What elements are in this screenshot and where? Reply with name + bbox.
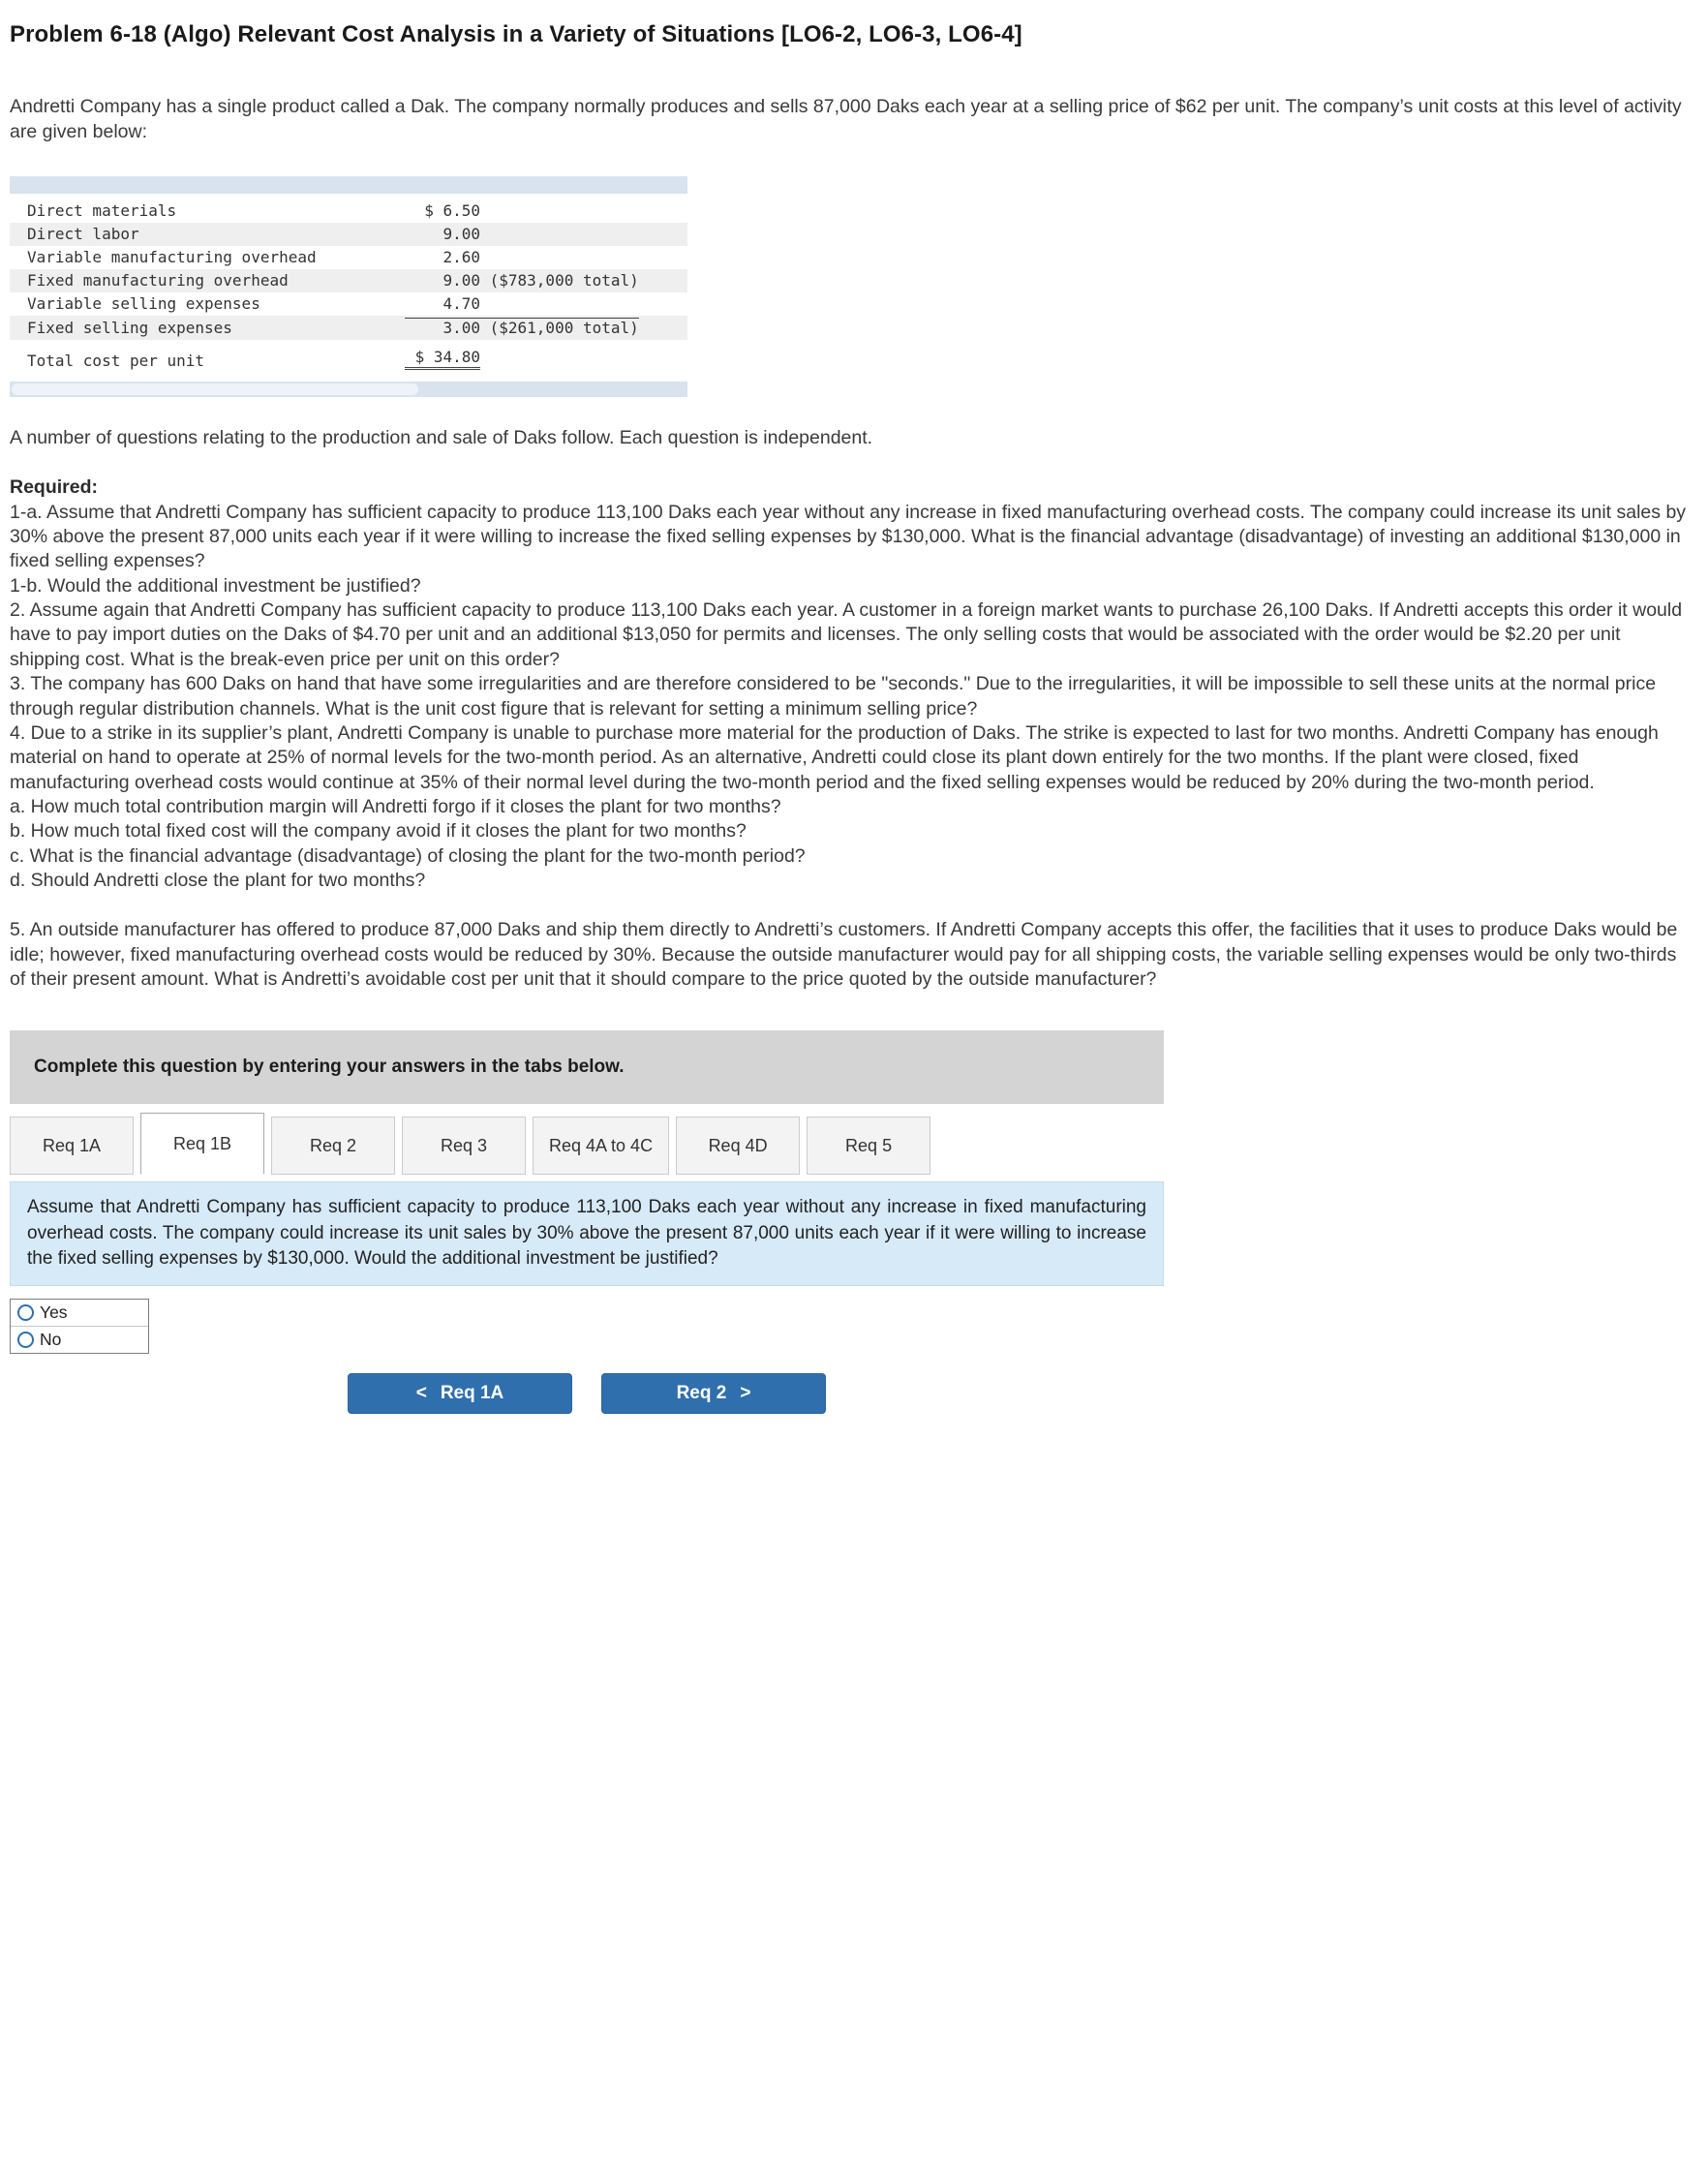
radio-unchecked-icon[interactable]	[17, 1304, 34, 1321]
radio-unchecked-icon[interactable]	[17, 1332, 34, 1348]
cost-amount: 2.60	[442, 247, 480, 266]
table-top-band	[10, 176, 687, 194]
requirement-4: 4. Due to a strike in its supplier’s plant, Andretti Company is unable to purchase more material for the production of Daks. The strike is expected to last for two months. Andretti Company has enough material on hand to operate at 25% of normal levels for the two-month period. As an alternative, Andretti could close its plant down entirely for the two months. If the plant were closed, fixed manufacturing overhead costs would continue at 35% of their normal level during the two-month period and the fixed selling expenses would be reduced by 20% during the two-month period.	[10, 721, 1659, 793]
cost-label: Fixed selling expenses	[27, 318, 232, 337]
tab-content	[10, 1181, 1164, 1414]
table-row	[10, 316, 687, 340]
requirement-3: 3. The company has 600 Daks on hand that have some irregularities and are therefore considered to be "seconds." Due to the irregularities, it will be impossible to sell these units at the normal price through regular distribution channels. What is the unit cost figure that is relevant for setting a minimum selling price?	[10, 673, 1657, 720]
table-row	[10, 199, 687, 223]
cost-amount: 4.70	[442, 293, 480, 313]
table-row	[10, 246, 687, 269]
table-scrollbar-thumb[interactable]	[12, 383, 418, 395]
cost-label: Direct materials	[27, 200, 177, 220]
table-scrollbar[interactable]	[10, 382, 687, 397]
tab-navigation	[10, 1373, 1164, 1414]
table-total-row	[10, 346, 687, 374]
requirement-4c: c. What is the financial advantage (disadvantage) of closing the plant for the two-month period?	[10, 844, 806, 867]
required-heading: Required:	[10, 475, 99, 498]
prev-button-label: Req 1A	[440, 1383, 504, 1404]
cost-note: ($261,000 total)	[480, 318, 639, 337]
tab-req-4d[interactable]: Req 4D	[676, 1117, 800, 1175]
requirement-4b: b. How much total fixed cost will the company avoid if it closes the plant for two months?	[10, 820, 747, 842]
requirement-1b: 1-b. Would the additional investment be justified?	[10, 574, 421, 597]
requirement-1a: 1-a. Assume that Andretti Company has sufficient capacity to produce 113,100 Daks each year without any increase in fixed manufacturing overhead costs. The company could increase its unit sales by 30% above the present 87,000 units each year if it were willing to increase the fixed selling expenses by $130,000. What is the financial advantage (disadvantage) of investing an additional $130,000 in fixed selling expenses?	[10, 501, 1687, 572]
chevron-left-icon: <	[415, 1383, 427, 1404]
cost-label: Variable manufacturing overhead	[27, 247, 317, 266]
radio-option-no[interactable]	[11, 1326, 148, 1353]
cost-amount: 9.00	[442, 270, 480, 290]
requirement-5: 5. An outside manufacturer has offered to produce 87,000 Daks and ship them directly to Andretti’s customers. If Andretti Company accepts this offer, the facilities that it uses to produce Daks would be idle; however, fixed manufacturing overhead costs would be reduced by 30%. Because the outside manufacturer would pay for all shipping costs, the variable selling expenses would be only two-thirds of their present amount. What is Andretti’s avoidable cost per unit that it should compare to the price quoted by the outside manufacturer?	[10, 919, 1678, 990]
radio-label-yes: Yes	[40, 1302, 68, 1323]
page-title: Problem 6-18 (Algo) Relevant Cost Analysis in a Variety of Situations [LO6-2, LO6-3, LO6-4]	[10, 21, 1022, 47]
chevron-right-icon: >	[740, 1383, 751, 1404]
intro-paragraph: Andretti Company has a single product called a Dak. The company normally produces and sells 87,000 Daks each year at a selling price of $62 per unit. The company’s unit costs at this level of activity are given below:	[10, 96, 1682, 142]
requirement-2: 2. Assume again that Andretti Company has sufficient capacity to produce 113,100 Daks each year. A customer in a foreign market wants to purchase 26,100 Daks. If Andretti accepts this order it would have to pay import duties on the Daks of $4.70 per unit and an additional $13,050 for permits and licenses. The only selling costs that would be associated with the order would be $2.20 per unit shipping cost. What is the break-even price per unit on this order?	[10, 599, 1683, 670]
assessment-panel	[10, 1030, 1164, 1414]
tab-req-5[interactable]: Req 5	[807, 1117, 930, 1175]
cost-label: Direct labor	[27, 224, 139, 243]
cost-amount: 9.00	[442, 224, 480, 243]
tab-req-1b[interactable]: Req 1B	[140, 1113, 264, 1175]
tab-req-2[interactable]: Req 2	[271, 1117, 395, 1175]
answer-radio-group	[10, 1299, 149, 1354]
cost-label: Variable selling expenses	[27, 293, 260, 313]
independent-note: A number of questions relating to the production and sale of Daks follow. Each question is independent.	[10, 426, 873, 448]
cost-label: Fixed manufacturing overhead	[27, 270, 289, 290]
radio-option-yes[interactable]	[11, 1300, 148, 1326]
next-button-label: Req 2	[676, 1383, 727, 1404]
total-amount: $ 34.80	[405, 348, 480, 370]
radio-label-no: No	[40, 1330, 62, 1350]
table-row	[10, 223, 687, 246]
total-label: Total cost per unit	[27, 351, 205, 370]
requirement-4a: a. How much total contribution margin will Andretti forgo if it closes the plant for two months?	[10, 795, 781, 817]
cost-note: ($783,000 total)	[480, 270, 639, 290]
tab-req-1a[interactable]: Req 1A	[10, 1117, 134, 1175]
cost-amount: 3.00	[442, 318, 480, 337]
tab-req-3[interactable]: Req 3	[402, 1117, 526, 1175]
next-req-button[interactable]	[601, 1373, 826, 1414]
table-row	[10, 292, 687, 316]
instruction-banner: Complete this question by entering your answers in the tabs below.	[10, 1030, 1164, 1104]
cost-amount: $ 6.50	[424, 200, 480, 220]
table-row	[10, 269, 687, 292]
prev-req-button[interactable]	[348, 1373, 572, 1414]
tab-req-4a-to-4c[interactable]: Req 4A to 4C	[533, 1117, 669, 1175]
question-text: Assume that Andretti Company has sufficient capacity to produce 113,100 Daks each year without any increase in fixed manufacturing overhead costs. The company could increase its unit sales by 30% above the present 87,000 units each year if it were willing to increase the fixed selling expenses by $130,000. Would the additional investment be justified?	[10, 1181, 1164, 1286]
requirement-tabs	[10, 1113, 1164, 1175]
requirement-4d: d. Should Andretti close the plant for two months?	[10, 869, 426, 891]
table-rows	[10, 194, 687, 374]
unit-cost-table	[10, 176, 687, 397]
